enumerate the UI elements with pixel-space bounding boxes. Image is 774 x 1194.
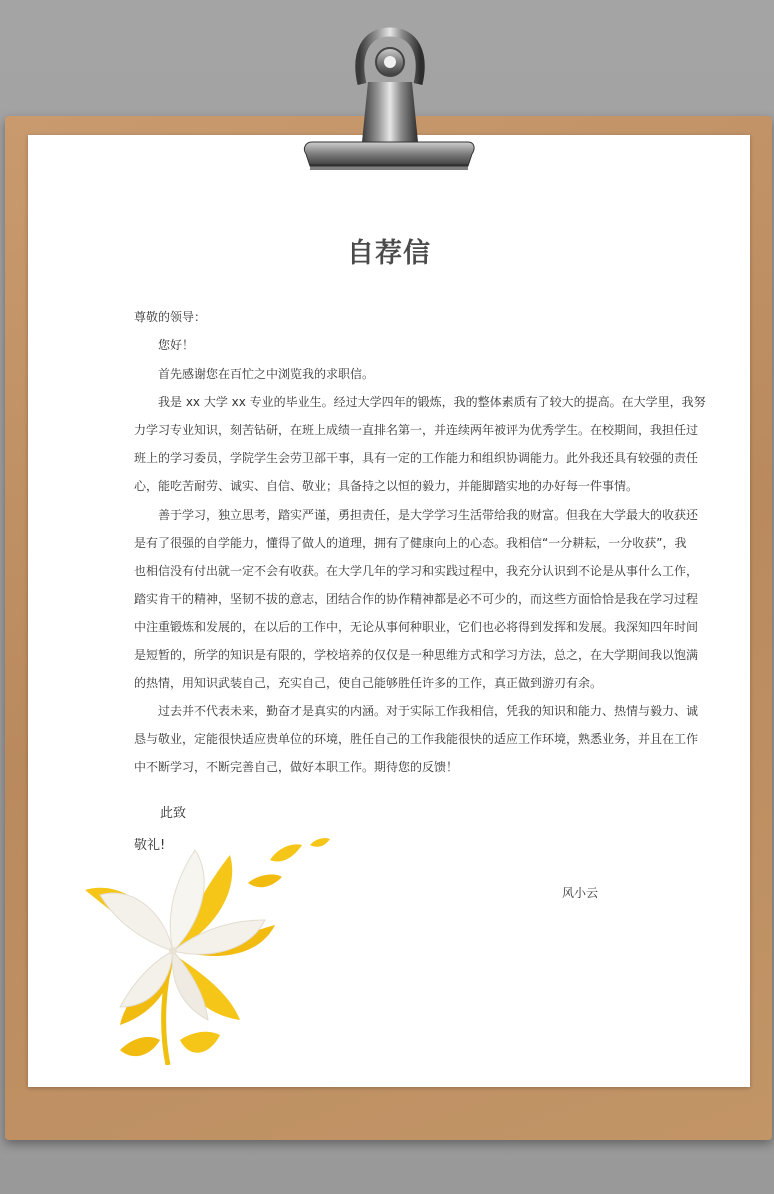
letter-paper (28, 135, 750, 1087)
signature: 风小云 (562, 886, 599, 900)
salutation: 尊敬的领导： (134, 310, 207, 324)
binder-clip-icon (290, 24, 480, 180)
paragraph-line: 踏实肯干的精神，坚韧不拔的意志，团结合作的协作精神都是必不可少的，而这些方面恰恰是我在学习过程 (134, 592, 699, 606)
closing-respectfully: 此致 (160, 806, 187, 821)
paragraph-line: 也相信没有付出就一定不会有收获。在大学几年的学习和实践过程中，我充分认识到不论是从事什么工作， (134, 564, 699, 578)
paper-flower-icon (80, 835, 340, 1065)
greeting: 您好！ (158, 338, 195, 352)
paragraph-line: 中不断学习，不断完善自己，做好本职工作。期待您的反馈！ (134, 760, 459, 774)
paragraph-line: 善于学习，独立思考，踏实严谨，勇担责任，是大学学习生活带给我的财富。但我在大学最大的收获还 (158, 508, 699, 522)
paragraph-line: 我是 xx 大学 xx 专业的毕业生。经过大学四年的锻炼，我的整体素质有了较大的提高。在大学里，我努 (158, 395, 706, 409)
paragraph-line: 恳与敬业，定能很快适应贵单位的环境，胜任自己的工作我能很快的适应工作环境，熟悉业务，并且在工作 (134, 732, 699, 746)
paragraph-line: 力学习专业知识，刻苦钻研，在班上成绩一直排名第一，并连续两年被评为优秀学生。在校期间，我担任过 (134, 423, 699, 437)
paragraph-line: 是有了很强的自学能力，懂得了做人的道理，拥有了健康向上的心态。我相信“一分耕耘，一分收获”，我 (134, 536, 687, 550)
letter-title: 自荐信 (347, 238, 431, 269)
paragraph-line: 是短暂的，所学的知识是有限的，学校培养的仅仅是一种思维方式和学习方法，总之，在大学期间我以饱满 (134, 648, 699, 662)
paragraph-line: 中注重锻炼和发展的，在以后的工作中，无论从事何种职业，它们也必将得到发挥和发展。我深知四年时间 (134, 620, 699, 634)
intro-line: 首先感谢您在百忙之中浏览我的求职信。 (158, 367, 375, 381)
paragraph-line: 班上的学习委员，学院学生会劳卫部干事，具有一定的工作能力和组织协调能力。此外我还具有较强的责任 (134, 451, 699, 465)
paragraph-line: 的热情，用知识武装自己，充实自己，使自己能够胜任许多的工作，真正做到游刃有余。 (134, 676, 603, 690)
paragraph-line: 过去并不代表未来，勤奋才是真实的内涵。对于实际工作我相信，凭我的知识和能力、热情与毅力、诚 (158, 704, 699, 718)
paragraph-line: 心，能吃苦耐劳、诚实、自信、敬业；具备持之以恒的毅力，并能脚踏实地的办好每一件事情。 (134, 479, 639, 493)
closing-salute: 敬礼! (134, 838, 166, 853)
